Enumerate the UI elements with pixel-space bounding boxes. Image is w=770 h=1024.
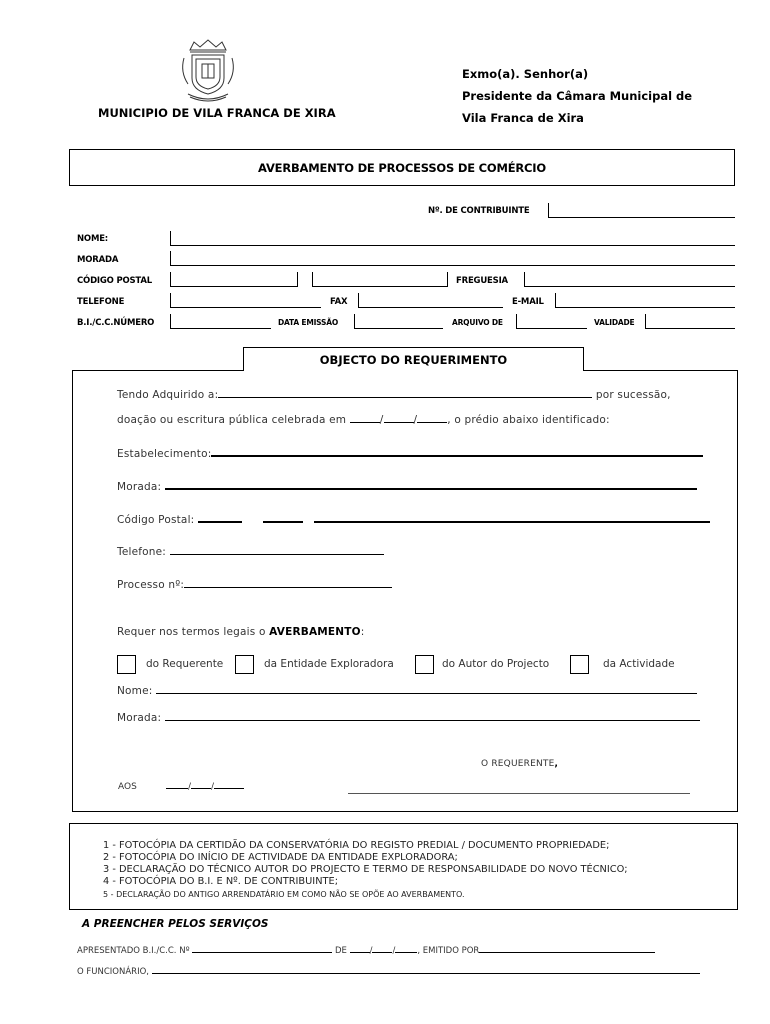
- apresentado-label: APRESENTADO B.I./C.C. Nº: [77, 946, 190, 956]
- objecto-telefone-field[interactable]: [170, 554, 384, 555]
- date-separator: /: [379, 414, 384, 426]
- validade-field[interactable]: [645, 314, 735, 329]
- bi-label: B.I./C.C.NÚMERO: [77, 318, 155, 328]
- objecto-nome-label: Nome:: [117, 685, 153, 697]
- email-field[interactable]: [555, 293, 735, 308]
- requer-colon: :: [360, 626, 365, 638]
- objecto-title: OBJECTO DO REQUERIMENTO: [319, 353, 508, 367]
- requer-text: Requer nos termos legais o: [117, 626, 266, 638]
- opt-requerente-label: do Requerente: [146, 658, 224, 670]
- requerente-text: O REQUERENTE: [481, 759, 555, 769]
- codigo-postal-row: [117, 514, 710, 526]
- aos-date-field[interactable]: [166, 782, 244, 792]
- processo-label: Processo nº:: [117, 579, 185, 591]
- doacao-month-field[interactable]: [384, 422, 414, 423]
- addressee-line-2: Presidente da Câmara Municipal de: [462, 89, 693, 103]
- bi-field[interactable]: [170, 314, 271, 329]
- adquirido-field[interactable]: [218, 397, 592, 398]
- aos-year-field[interactable]: [214, 788, 244, 789]
- document-item-4: 4 - FOTOCÓPIA DO B.I. E Nº. DE CONTRIBUINTE;: [103, 876, 338, 887]
- de-year-field[interactable]: [395, 952, 417, 953]
- doacao-row: [117, 414, 610, 426]
- funcionario-field[interactable]: [152, 973, 700, 974]
- objecto-codigo-postal-label: Código Postal:: [117, 514, 195, 526]
- emitido-field[interactable]: [479, 952, 655, 953]
- requer-row: [117, 626, 365, 638]
- processo-row: [117, 579, 392, 591]
- objecto-telefone-label: Telefone:: [117, 546, 167, 558]
- objecto-morada-label: Morada:: [117, 481, 162, 493]
- morada-label: MORADA: [77, 255, 119, 265]
- objecto-cp-field-2[interactable]: [263, 521, 303, 523]
- aos-day-field[interactable]: [166, 788, 188, 789]
- requerente-label: [481, 759, 558, 769]
- document-item-3: 3 - DECLARAÇÃO DO TÉCNICO AUTOR DO PROJECTO E TERMO DE RESPONSABILIDADE DO NOVO TÉCNICO;: [103, 864, 628, 875]
- addressee-line-1: Exmo(a). Senhor(a): [462, 67, 589, 81]
- page-title: AVERBAMENTO DE PROCESSOS DE COMÉRCIO: [258, 161, 546, 175]
- nif-field[interactable]: [548, 203, 735, 218]
- servicos-title: A PREENCHER PELOS SERVIÇOS: [82, 918, 269, 930]
- estabelecimento-field[interactable]: [211, 455, 703, 457]
- arquivo-label: ARQUIVO DE: [452, 318, 503, 327]
- date-separator: /: [369, 946, 373, 956]
- arquivo-field[interactable]: [516, 314, 587, 329]
- checkbox-entidade[interactable]: [235, 655, 254, 674]
- de-label: DE: [334, 946, 347, 956]
- estabelecimento-label: Estabelecimento:: [117, 448, 212, 460]
- morada2-row: [117, 712, 700, 724]
- predio-text: , o prédio abaixo identificado:: [447, 414, 610, 426]
- estabelecimento-row: [117, 448, 703, 460]
- document-item-5: 5 - DECLARAÇÃO DO ANTIGO ARRENDATÁRIO EM COMO NÃO SE OPÕE AO AVERBAMENTO.: [103, 890, 465, 899]
- doacao-year-field[interactable]: [417, 422, 447, 423]
- objecto-cp-field-3[interactable]: [314, 521, 710, 523]
- morada-row: [117, 481, 697, 493]
- aos-month-field[interactable]: [191, 788, 211, 789]
- coat-of-arms-icon: [176, 38, 240, 104]
- document-item-2: 2 - FOTOCÓPIA DO INÍCIO DE ACTIVIDADE DA ENTIDADE EXPLORADORA;: [103, 852, 458, 863]
- codigo-postal-field-2[interactable]: [312, 272, 448, 287]
- addressee-line-3: Vila Franca de Xira: [462, 111, 584, 125]
- validade-label: VALIDADE: [594, 318, 635, 327]
- apresentado-row: [77, 946, 655, 956]
- funcionario-row: [77, 967, 700, 977]
- adquirido-row: [117, 389, 671, 401]
- nome-label: NOME:: [77, 234, 109, 244]
- telefone-row: [117, 546, 384, 558]
- funcionario-label: O FUNCIONÁRIO,: [77, 967, 149, 977]
- objecto-nome-field[interactable]: [156, 693, 697, 694]
- objecto-title-box: [243, 347, 584, 371]
- checkbox-actividade[interactable]: [570, 655, 589, 674]
- nome-field[interactable]: [170, 231, 735, 246]
- telefone-field[interactable]: [170, 293, 321, 308]
- codigo-postal-label: CÓDIGO POSTAL: [77, 276, 152, 286]
- date-separator: /: [413, 414, 418, 426]
- objecto-morada-field[interactable]: [165, 488, 697, 490]
- objecto-section: [72, 370, 738, 812]
- opt-actividade-label: da Actividade: [603, 658, 675, 670]
- checkbox-requerente[interactable]: [117, 655, 136, 674]
- fax-field[interactable]: [358, 293, 503, 308]
- processo-field[interactable]: [184, 587, 392, 588]
- apresentado-field[interactable]: [192, 952, 332, 953]
- checkbox-autor[interactable]: [415, 655, 434, 674]
- data-emissao-field[interactable]: [354, 314, 443, 329]
- codigo-postal-field-1[interactable]: [170, 272, 298, 287]
- adquirido-label: Tendo Adquirido a:: [117, 389, 219, 401]
- freguesia-label: FREGUESIA: [456, 276, 508, 286]
- data-emissao-label: DATA EMISSÃO: [278, 318, 339, 327]
- de-month-field[interactable]: [372, 952, 392, 953]
- por-sucessao-text: por sucessão,: [595, 389, 671, 401]
- date-separator: /: [392, 946, 396, 956]
- document-item-1: 1 - FOTOCÓPIA DA CERTIDÃO DA CONSERVATÓRIA DO REGISTO PREDIAL / DOCUMENTO PROPRIEDADE;: [103, 840, 610, 851]
- date-separator: /: [188, 782, 192, 792]
- emitido-label: , EMITIDO POR: [417, 946, 480, 956]
- municipality-name: MUNICIPIO DE VILA FRANCA DE XIRA: [98, 106, 336, 120]
- de-day-field[interactable]: [350, 952, 370, 953]
- fax-label: FAX: [330, 297, 348, 307]
- morada-field[interactable]: [170, 251, 735, 266]
- date-separator: /: [211, 782, 215, 792]
- nif-label: Nº. DE CONTRIBUINTE: [428, 206, 530, 216]
- opt-entidade-label: da Entidade Exploradora: [264, 658, 394, 670]
- aos-label: AOS: [118, 782, 137, 792]
- doacao-text: doação ou escritura pública celebrada em: [117, 414, 347, 426]
- telefone-label: TELEFONE: [77, 297, 125, 307]
- title-box: [69, 149, 735, 186]
- requer-bold: AVERBAMENTO: [269, 626, 361, 638]
- objecto-morada2-label: Morada:: [117, 712, 162, 724]
- freguesia-field[interactable]: [524, 272, 735, 287]
- signature-line[interactable]: [348, 793, 690, 794]
- email-label: E-MAIL: [512, 297, 544, 307]
- doacao-day-field[interactable]: [350, 422, 380, 423]
- requerente-comma: ,: [554, 759, 559, 769]
- objecto-morada2-field[interactable]: [165, 720, 700, 721]
- objecto-cp-field-1[interactable]: [198, 521, 242, 523]
- opt-autor-label: do Autor do Projecto: [442, 658, 550, 670]
- nome-row: [117, 685, 697, 697]
